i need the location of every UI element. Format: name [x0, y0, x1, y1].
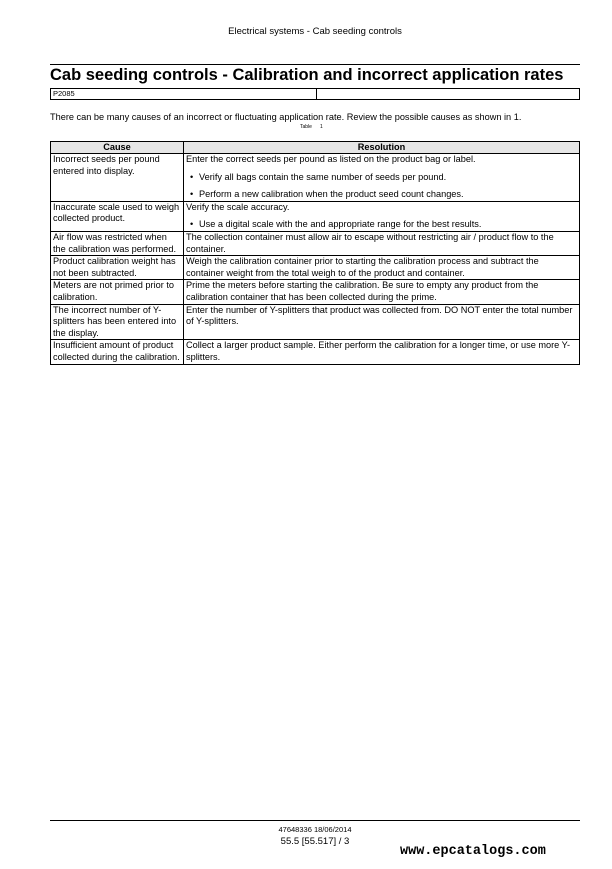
table-caption [300, 124, 323, 130]
table-row [51, 231, 580, 255]
header-resolution: Resolution [184, 142, 580, 154]
page-title: Cab seeding controls - Calibration and incorrect application rates [50, 64, 580, 85]
bullet-text: Verify all bags contain the same number of seeds per pound. [199, 171, 447, 182]
bullet-icon: • [190, 189, 194, 200]
table-row [51, 256, 580, 280]
bullet-icon: • [190, 219, 194, 230]
causes-table [50, 141, 580, 365]
cause-cell: Air flow was restricted when the calibration was performed. [51, 231, 184, 255]
table-caption-label: Table [300, 124, 312, 130]
header-cause: Cause [51, 142, 184, 154]
cause-cell: Product calibration weight has not been subtracted. [51, 256, 184, 280]
running-header: Electrical systems - Cab seeding controls [228, 26, 402, 37]
table-row [51, 304, 580, 340]
bullet-item [186, 189, 577, 201]
document-code-spacer [317, 89, 579, 99]
table-row [51, 154, 580, 202]
table-caption-number: 1 [319, 124, 323, 130]
footer-page-number: 55.5 [55.517] / 3 [280, 836, 350, 847]
document-code: P2085 [51, 89, 317, 99]
resolution-cell: The collection container must allow air to escape without restricting air / product flow to the container. [184, 231, 580, 255]
cause-cell: Insufficient amount of product collected during the calibration. [51, 340, 184, 364]
resolution-cell [184, 201, 580, 231]
table-row [51, 340, 580, 364]
resolution-cell: Collect a larger product sample. Either perform the calibration for a longer time, or use more Y-splitters. [184, 340, 580, 364]
resolution-text: Verify the scale accuracy. [186, 201, 290, 212]
website-watermark: www.epcatalogs.com [400, 844, 546, 859]
footer-divider [50, 820, 580, 821]
cause-cell: Inaccurate scale used to weigh collected product. [51, 201, 184, 231]
table-header-row [51, 142, 580, 154]
resolution-cell [184, 154, 580, 202]
cause-cell: Incorrect seeds per pound entered into display. [51, 154, 184, 202]
resolution-cell: Prime the meters before starting the calibration. Be sure to empty any product from the calibration container that has been collected during the prime. [184, 280, 580, 304]
cause-cell: The incorrect number of Y-splitters has been entered into the display. [51, 304, 184, 340]
document-code-box [50, 88, 580, 100]
cause-cell: Meters are not primed prior to calibration. [51, 280, 184, 304]
resolution-text: Enter the correct seeds per pound as listed on the product bag or label. [186, 154, 476, 164]
table-row [51, 201, 580, 231]
resolution-cell: Enter the number of Y-splitters that product was collected from. DO NOT enter the total number of Y-splitters. [184, 304, 580, 340]
bullet-icon: • [190, 171, 194, 182]
resolution-cell: Weigh the calibration container prior to starting the calibration process and subtract the container weight from the total weigh to of the product and container. [184, 256, 580, 280]
bullet-item [186, 172, 577, 184]
bullet-text: Use a digital scale with the and appropriate range for the best results. [199, 219, 482, 230]
table-row [51, 280, 580, 304]
bullet-text: Perform a new calibration when the product seed count changes. [199, 189, 464, 200]
intro-paragraph: There can be many causes of an incorrect or fluctuating application rate. Review the possible causes as shown in 1. [50, 112, 522, 122]
footer-doc-reference: 47648336 18/06/2014 [278, 825, 352, 834]
bullet-item [186, 219, 577, 231]
